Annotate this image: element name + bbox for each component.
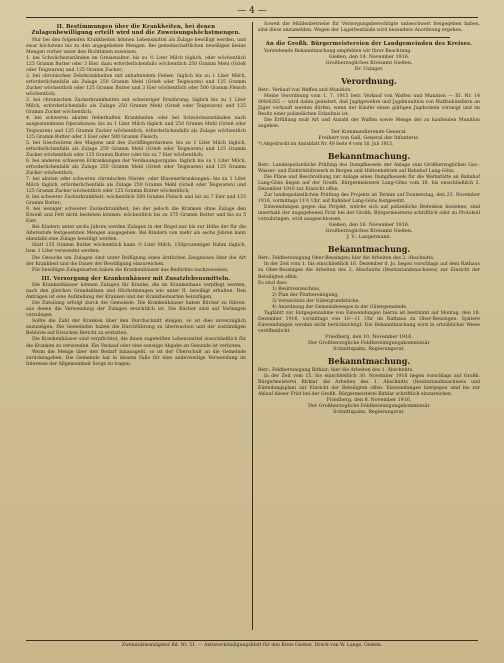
paragraph: In der Zeit vom 1. bis einschließlich 16. Dezember d. Js. liegen vorschlags auf dem Rathaus zu Ober-Bessingen die Arbeiten des 2. Abschnitts (Besitzstandsnachweis) zur Einsicht der Beteiligten offen. bbox=[258, 262, 480, 280]
footnote: *) Abgedruckt im Amtsblatt Nr. 49 Seite 4 vom 16. Juli 1915. bbox=[258, 141, 394, 147]
list-item: 8. bei schwerer Zuckerkrankheit: wöchentlich 500 Gramm Fleisch und bis zu 7 Eier und 125 Gramm Butter; bbox=[26, 195, 246, 207]
subject-line: Betr.: Verkauf von Waffen und Munition. bbox=[258, 87, 352, 93]
left-column bbox=[26, 22, 253, 630]
dateline: Friedberg, den 8. November 1916. bbox=[326, 398, 412, 404]
signer: Schnittspahn, Regierungsrat. bbox=[333, 410, 405, 416]
page-number: — 4 — bbox=[237, 6, 267, 16]
subject-line: Betr.: Landespolizeiliche Prüfung des Dampfkessels der Anlage zum Großherzoglichen Gas-, Wasser- und Elektrizitätswerk in Bergen und Hüttenbetrieb auf Bahnhof Lang-Göns. bbox=[258, 162, 480, 174]
paragraph: Die Krankenhäuser können Zulagen für Kranke, die im Krankenhaus verpflegt werden, nach den gleichen Grundsätzen und Höchstmengen wie unter II. bewilligt erhalten. Den Anträgen ist eine Aufstellung der Kranken und der Krankheitsarten beizufügen. bbox=[26, 283, 246, 301]
paragraph: Meine Verordnung vom 1. 7. 1915 betr. Verkauf von Waffen und Munition — III. Nr. 14 008/6285 — wird dahin geändert, daß Jagdgewehre und Jagdmunition von Waffenhändlern an Jäger verkauft werden dürfen, wenn der Käufer einen gültigen Jagdschein vorzeigt und im Besitz einer polizeilichen Erlaubnis ist. bbox=[258, 93, 480, 117]
subject-line: Betr.: Feldbereinigung Birklar; hier die Arbeiten des 1. Abschnitts. bbox=[258, 368, 414, 373]
paragraph: Zur landespolizeilichen Prüfung des Projekts ist Termin auf Donnerstag, den 23. November 1916, vormittags 11½ Uhr, auf Bahnhof Lang-Göns festgesetzt. bbox=[258, 193, 480, 205]
list-item: 2) Plan der Flurbereinigung, bbox=[272, 292, 339, 298]
paragraph: Bei Kindern unter sechs Jahren werden Zulagen in der Regel nur bis zur Höhe der für die Altersstufe festgesetzten Mengen ausgegeben. Bei Kindern von mehr als sechs Jahren kann ebenfalls eine Zulage bewilligt werden. bbox=[26, 225, 246, 243]
signer: Freiherr von Gall, General der Infanterie. bbox=[318, 135, 420, 141]
intro-paragraph: Nur bei den folgenden Krankheiten können Lebensmittel als Zulage bewilligt werden, und zwar höchstens bis zu den angegebenen Mengen. Bei gemeinschaftlichen bewilligen kleine Mengen vorher unter den Richtlinien zuweisen. bbox=[26, 37, 246, 55]
paragraph: Die Zuteilung erfolgt durch die Gemeinde. Die Krankenhäuser haben Bücher zu führen, aus denen die Verwendung der Zulagen ersichtlich ist. Die Bücher sind auf Verlangen vorzulegen. bbox=[26, 301, 246, 319]
paragraph: Vorstehende Bekanntmachung empfehlen wir Ihrer Beachtung. bbox=[264, 48, 412, 54]
paragraph: Die Gesuche um Zulagen sind unter Beifügung eines ärztlichen Zeugnisses über die Art der Krankheit und die Dauer der Bewilligung einzureichen. bbox=[26, 255, 246, 267]
office-name: Großherzogliches Kreisamt Gießen. bbox=[325, 229, 413, 235]
divider bbox=[288, 37, 450, 38]
list-item: 4. bei schweren akuten fieberhaften Krankheiten oder bei Schwächezuständen nach ausgestandenen Operationen: bis zu 1 Liter Milch täglich und 250 Gramm Mehl (Grieß oder Teigwaren) und 125 Gramm Zucker wöchentlich, erforderlichenfalls als Zulage wöchentlich 125 Gramm Butter oder 3 Eier oder 500 Gramm Fleisch; bbox=[26, 116, 246, 140]
paragraph: Wenn die Menge über den Bedarf hinausgeht, so ist der Überschuß an die Gemeinde zurückzugeben. Die Gemeinde hat in diesem Falle für eine anderweitige Verwendung im Interesse der Allgemeinheit Sorge zu tragen. bbox=[26, 349, 246, 367]
dateline: Gießen, den 14. November 1916. bbox=[328, 54, 410, 60]
paragraph: Für bewilligte Zulagebarten haben die Krankenhäuser das Bedürfnis nachzuweisen. bbox=[32, 267, 229, 273]
paragraph: Die Krankenhäuser sind verpflichtet, die ihnen zugeteilten Lebensmittel ausschließlich für die Kranken zu verwenden. Ein Verkauf oder eine sonstige Abgabe an Gesunde ist verboten. bbox=[26, 337, 246, 349]
list-item: 2. bei chronischen Zehrkrankheiten mit anhaltendem Fieber: täglich bis zu 1 Liter Milch, erforderlichenfalls als Zulage 250 Gramm Mehl (Grieß oder Teigwaren) und 125 Gramm Zucker wöchentlich oder 125 Gramm Butter und 3 Eier wöchentlich oder 500 Gramm Fleisch wöchentlich; bbox=[26, 74, 246, 98]
paragraph: Soweit die Mühlenbetriebe für Versorgungsberechtigte unbeschwert freigegeben haben, sind diese anzumelden. Wegen der Lagerbestände wird besondere Anordnung ergehen. bbox=[258, 22, 480, 34]
list-item: 5. bei Geschwüren des Magens und des Zwölffingerdarmes: bis zu 1 Liter Milch täglich, erforderlichenfalls als Zulage 250 Gramm Mehl (Grieß oder Teigwaren) und 125 Gramm Zucker wöchentlich oder 125 Gramm Butter oder bis zu 7 Eier wöchentlich; bbox=[26, 140, 246, 158]
paragraph: Statt 125 Gramm Butter wöchentlich kann ½ Liter Milch, 150prozentiger Rahm täglich, bzw. 1 Liter verwendet werden. bbox=[26, 243, 246, 255]
title-verordnung: Verordnung. bbox=[341, 75, 397, 86]
paragraph: Die Erfüllung muß Art und Anzahl der Waffen sowie Menge der zu kaufenden Munition angeben. bbox=[258, 117, 480, 129]
list-item: 4) Anordnung der Gemeindeweges in der Gütergemeinde. bbox=[272, 304, 408, 310]
office-name: Der Großherzogliche Feldbereinigungskommissär bbox=[308, 404, 430, 410]
page-footer: Zweiundzwanzigster Bd. Nr. 51. — Amtsverkündigungsblatt für den Kreis Gießen. Druck von W. Lange, Gießen. bbox=[26, 640, 478, 648]
paragraph: Sollte die Zahl der Kranken über den Durchschnitt steigen, so ist dies unverzüglich anzuzeigen. Die Gemeinden haben die Durchführung zu überwachen und der zuständigen Behörde auf Ersuchen Bericht zu erstatten. bbox=[26, 319, 246, 337]
section-heading-3: III. Versorgung der Krankenhäuser mit Zusatzlebensmitteln. bbox=[41, 275, 231, 282]
right-column bbox=[258, 22, 480, 416]
office-name: Der Kommandierende General. bbox=[331, 129, 407, 135]
list-item: 6. bei anderen schweren Erkrankungen der Verdauungsorgane: täglich bis zu 1 Liter Milch, erforderlichenfalls als Zulage 250 Gramm Mehl (Grieß oder Teigwaren) und 125 Gramm Zucker wöchentlich; bbox=[26, 158, 246, 176]
office-name: Großherzogliches Kreisamt Gießen. bbox=[325, 60, 413, 66]
office-name: Der Großherzogliche Feldbereinigungskommissär bbox=[308, 341, 430, 346]
list-item: 3) Verzeichnis der Gütergrundstücke, bbox=[272, 298, 360, 304]
list-item: 1) Besitzverzeichnis, bbox=[272, 286, 321, 292]
title-bekanntmachung: Bekanntmachung. bbox=[327, 356, 411, 366]
dateline: Gießen, den 16. November 1916. bbox=[328, 223, 410, 229]
list-item: 9. bei weniger schwerer Zuckerkrankheit, bei der jedoch die Kranken ohne Zulage den Eiweiß und Fett nicht bestehen können: wöchentlich bis zu 375 Gramm Butter und bis zu 5 Eier. bbox=[26, 207, 246, 225]
paragraph: In der Zeit vom 15. bis einschließlich 30. November 1916 liegen vorschlags auf Großh. Bürgermeisterei Birklar die Arbeiten des 1. Abschnitts (Besitzstandsnachweis und Einteilungsplan) zur Einsicht der Beteiligten offen. Einwendungen hiergegen sind bis zur Ablauf dieser Frist bei der Großh. Bürgermeisterei Birklar schriftlich einzureichen. bbox=[258, 374, 480, 398]
list-item: 7. bei akuten oder schweren chronischen Nieren- oder Blasenerkrankungen: bis zu 1 Liter Milch täglich, erforderlichenfalls als Zulage 250 Gramm Mehl (Grieß oder Teigwaren) und 125 Gramm Zucker wöchentlich oder 125 Gramm Butter wöchentlich; bbox=[26, 176, 246, 194]
top-rule bbox=[26, 17, 478, 18]
list-intro: Es sind dies: bbox=[258, 280, 288, 286]
paragraph: Tagfahrt zur Entgegennahme von Einwendungen hierzu ist bestimmt auf Montag, den 18. Dezember 1916, vormittags von 10—11 Uhr im Rathaus zu Ober-Bessingen. Spätere Einwendungen werden nicht berücksichtigt. Die Bekanntmachung wird in ortsüblicher Weise veröffentlicht. bbox=[258, 310, 480, 334]
list-item: 3. bei chronischen Zuckerkrankheiten mit schwieriger Ernährung: täglich bis zu 1 Liter Milch, erforderlichenfalls als Zulage 250 Gramm Mehl (Grieß oder Teigwaren) und 125 Gramm Zucker wöchentlich; bbox=[26, 98, 246, 116]
document-list bbox=[258, 287, 480, 311]
signer: Dr. Usinger. bbox=[354, 66, 384, 72]
title-bekanntmachung: Bekanntmachung. bbox=[327, 244, 411, 255]
address-heading: An die Großh. Bürgermeistereien der Landgemeinden des Kreises. bbox=[265, 41, 473, 48]
signer: J. V.: Langermann. bbox=[346, 235, 392, 241]
paragraph: Die Pläne und Beschreibung zur Anlage eines Dampfkessels für die Werkstätte an Bahnhof Lang-Göns liegen auf der Großh. Bürgermeisterei Lang-Göns vom 16. bis einschließlich 2. Dezember 1916 zur Einsicht offen. bbox=[258, 175, 480, 193]
paragraph: Einwendungen gegen das Projekt, welche sich auf polizeiliche Bedenken beziehen, sind innerhalb der angegebenen Frist bei der Großh. Bürgermeisterei schriftlich oder zu Protokoll vorzubringen, wird ausgeschlossen. bbox=[258, 205, 480, 223]
dateline: Friedberg, den 10. November 1916. bbox=[325, 335, 413, 340]
subject-line: Betr.: Feldbereinigung Ober-Bessingen; hier die Arbeiten des 2. Abschnitts. bbox=[258, 256, 435, 262]
signer: Schnittspahn, Regierungsrat. bbox=[333, 347, 405, 352]
disease-list bbox=[26, 56, 246, 225]
title-bekanntmachung: Bekanntmachung. bbox=[327, 150, 411, 161]
section-heading-2: II. Bestimmungen über die Krankheiten, bei denen Zulagenbewilligung erteilt wird und die Zuweisungshöchstmengen. bbox=[31, 24, 241, 37]
list-item: 1. bei Schwächezuständen im Greisenalter: bis zu ½ Liter Milch täglich, oder wöchentlich 125 Gramm Butter oder 3 Eier, dazu erforderlichenfalls wöchentlich 250 Gramm Mehl (Grieß oder Teigwaren) und 125 Gramm Zucker; bbox=[26, 55, 246, 74]
